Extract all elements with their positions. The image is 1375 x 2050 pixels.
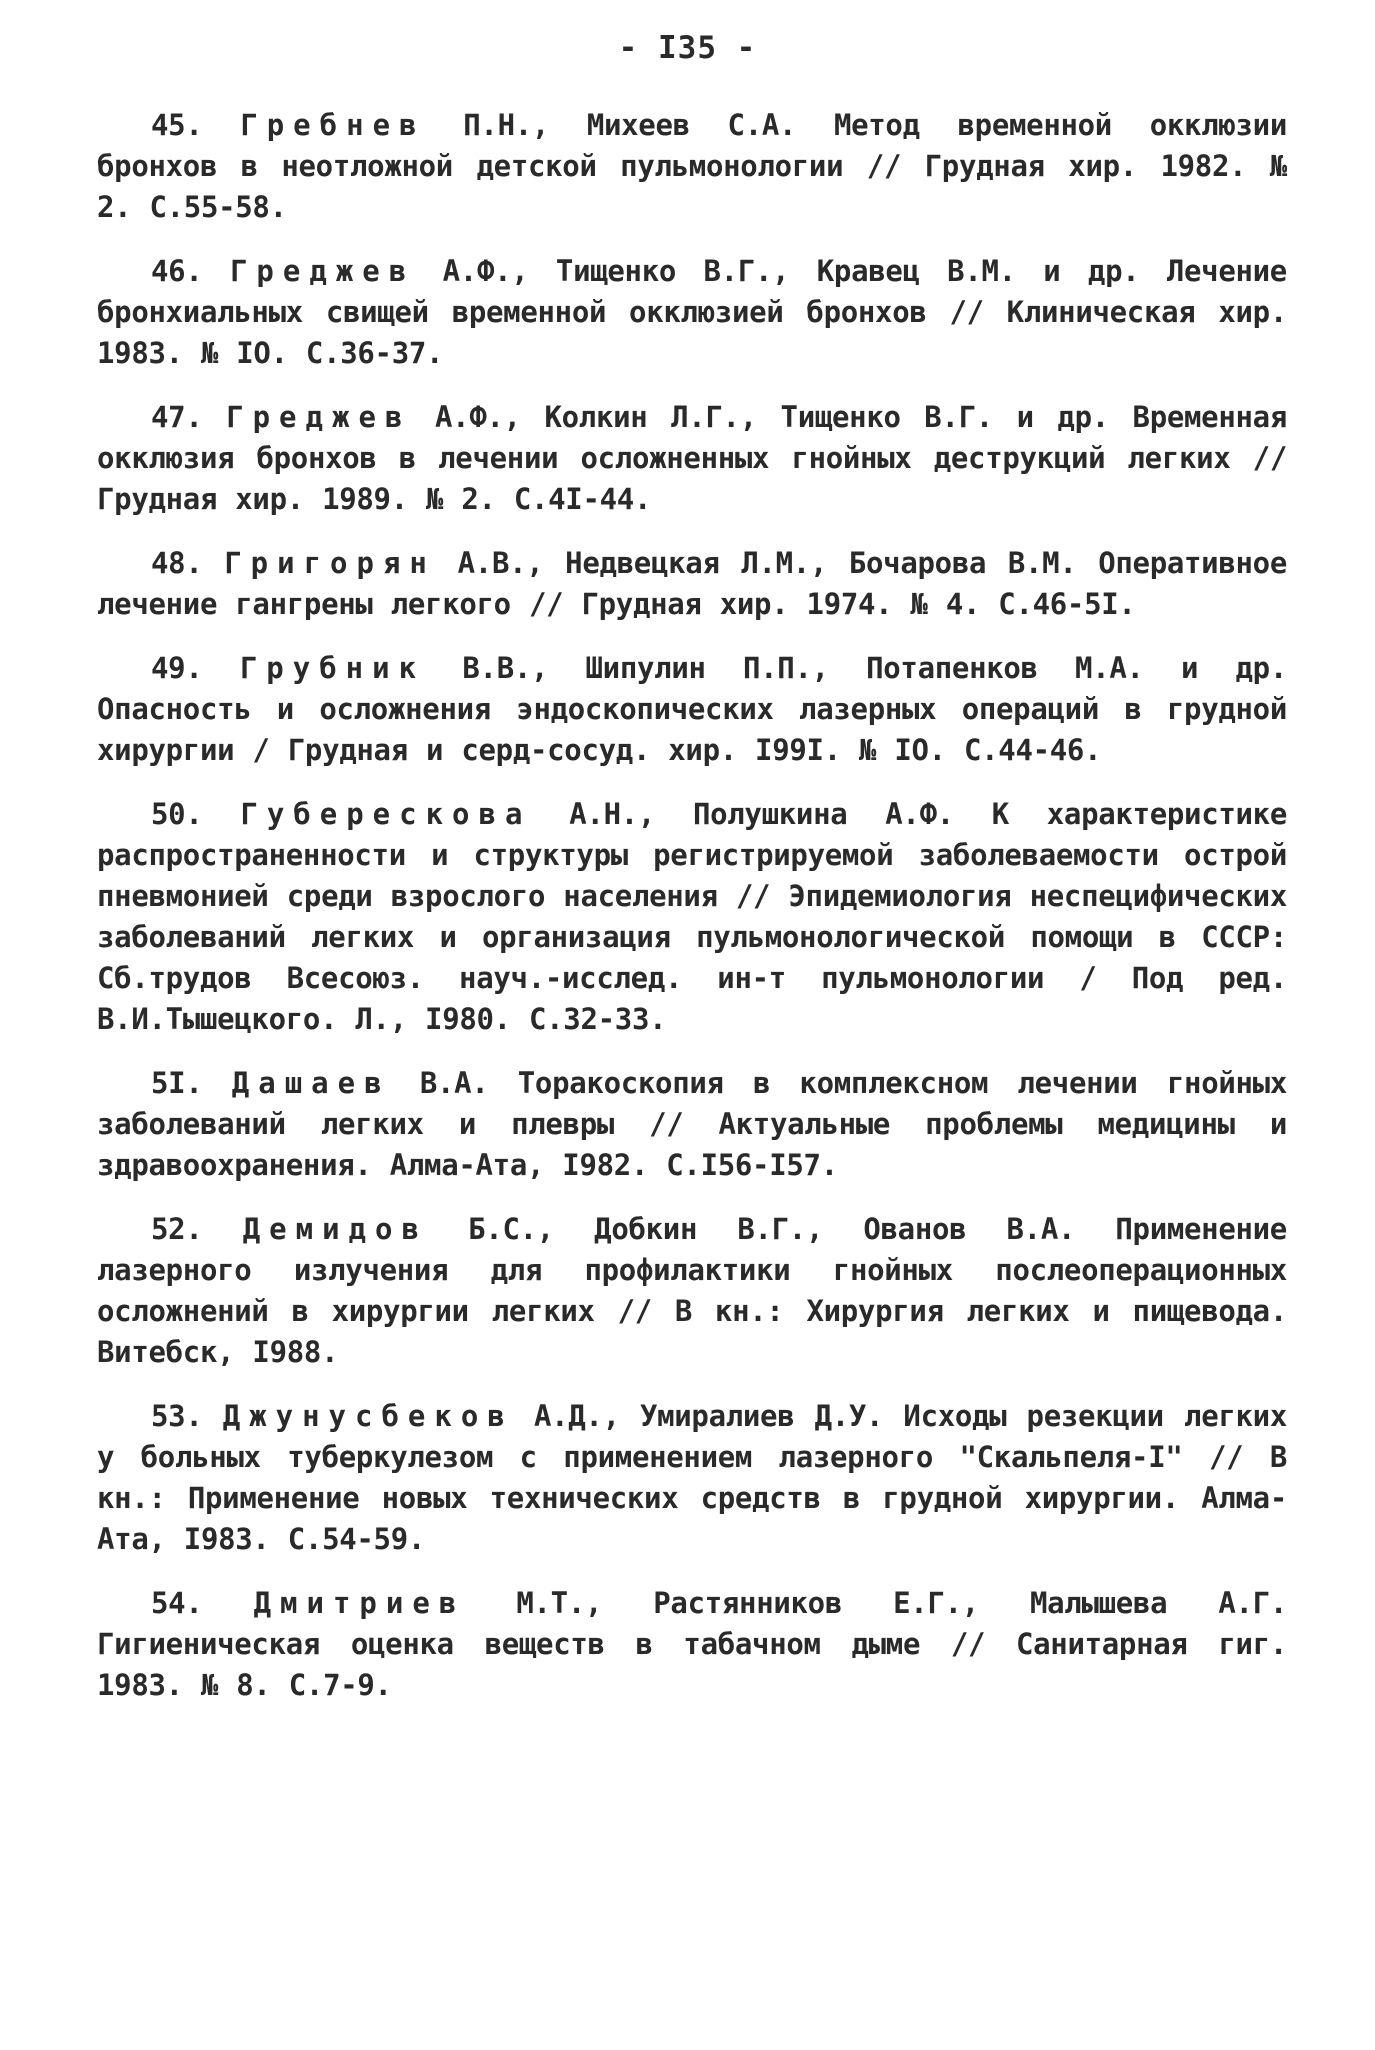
entry-author: Джунусбеков [222,1399,514,1433]
entry-number: 53. [151,1399,203,1433]
entry-text: В.А. Торакоскопия в комплексном лечении гнойных заболеваний легких и плевры // Актуальные проблемы медицины и здравоохранения. Алма-Ата, I982. С.I56-I57. [97,1066,1287,1182]
bibliography-entry [97,648,1287,771]
page-number: - I35 - [618,30,757,66]
entry-text: В.В., Шипулин П.П., Потапенков М.А. и др. Опасность и осложнения эндоскопических лазерных операций в грудной хирургии / Грудная и серд-сосуд. хир. I99I. № IO. С.44-46. [97,651,1287,767]
entry-text: А.Д., Умиралиев Д.У. Исходы резекции легких у больных туберкулезом с применением лазерного "Скальпеля-I" // В кн.: Применение новых технических средств в грудной хирургии. Алма-Ата, I983. С.54-59. [97,1399,1287,1556]
bibliography-list [97,105,1287,1729]
entry-text: М.Т., Растянников Е.Г., Малышева А.Г. Гигиеническая оценка веществ в табачном дыме // Санитарная гиг. 1983. № 8. С.7-9. [97,1586,1287,1702]
bibliography-entry [97,1583,1287,1706]
entry-text: А.Ф., Тищенко В.Г., Кравец В.М. и др. Лечение бронхиальных свищей временной окклюзией бронхов // Клиническая хир. 1983. № IO. С.36-37. [97,254,1287,370]
entry-text: А.Ф., Колкин Л.Г., Тищенко В.Г. и др. Временная окклюзия бронхов в лечении осложненных гнойных деструкций легких // Грудная хир. 1989. № 2. С.4I-44. [97,400,1287,516]
entry-author: Губерескова [240,797,532,831]
entry-author: Дмитриев [253,1586,466,1620]
bibliography-entry [97,794,1287,1040]
bibliography-entry [97,251,1287,374]
entry-number: 47. [151,400,203,434]
entry-number: 48. [151,546,203,580]
entry-text: П.Н., Михеев С.А. Метод временной окклюзии бронхов в неотложной детской пульмонологии // Грудная хир. 1982. № 2. С.55-58. [97,108,1287,224]
entry-text: А.Н., Полушкина А.Ф. К характеристике распространенности и структуры регистрируемой заболеваемости острой пневмонией среди взрослого населения // Эпидемиология неспецифических заболеваний легких и организация пульмонологической помощи в СССР: Сб.трудов Всесоюз. науч.-исслед. ин-т пульмонологии / Под ред. В.И.Тышецкого. Л., I980. С.32-33. [97,797,1288,1036]
entry-number: 54. [151,1586,203,1620]
entry-text: А.В., Недвецкая Л.М., Бочарова В.М. Оперативное лечение гангрены легкого // Грудная хир. 1974. № 4. С.46-5I. [97,546,1287,621]
entry-author: Греджев [229,254,416,288]
entry-number: 45. [151,108,203,142]
entry-author: Григорян [224,546,436,580]
bibliography-entry [97,397,1287,520]
bibliography-entry [97,105,1287,228]
entry-number: 49. [151,651,203,685]
entry-author: Греджев [226,400,412,434]
entry-number: 50. [151,797,203,831]
entry-text: Б.С., Добкин В.Г., Ованов В.А. Применение лазерного излучения для профилактики гнойных послеоперационных осложнений в хирургии легких // В кн.: Хирургия легких и пищевода. Витебск, I988. [97,1212,1287,1369]
entry-number: 46. [151,254,203,288]
bibliography-entry [97,543,1287,625]
entry-author: Дашаев [231,1066,391,1100]
bibliography-entry [97,1209,1287,1373]
bibliography-entry [97,1063,1287,1186]
entry-author: Гребнев [240,108,426,142]
entry-author: Демидов [242,1212,428,1246]
bibliography-entry [97,1396,1287,1560]
entry-number: 52. [151,1212,203,1246]
entry-number: 5I. [151,1066,203,1100]
entry-author: Грубник [239,651,426,685]
